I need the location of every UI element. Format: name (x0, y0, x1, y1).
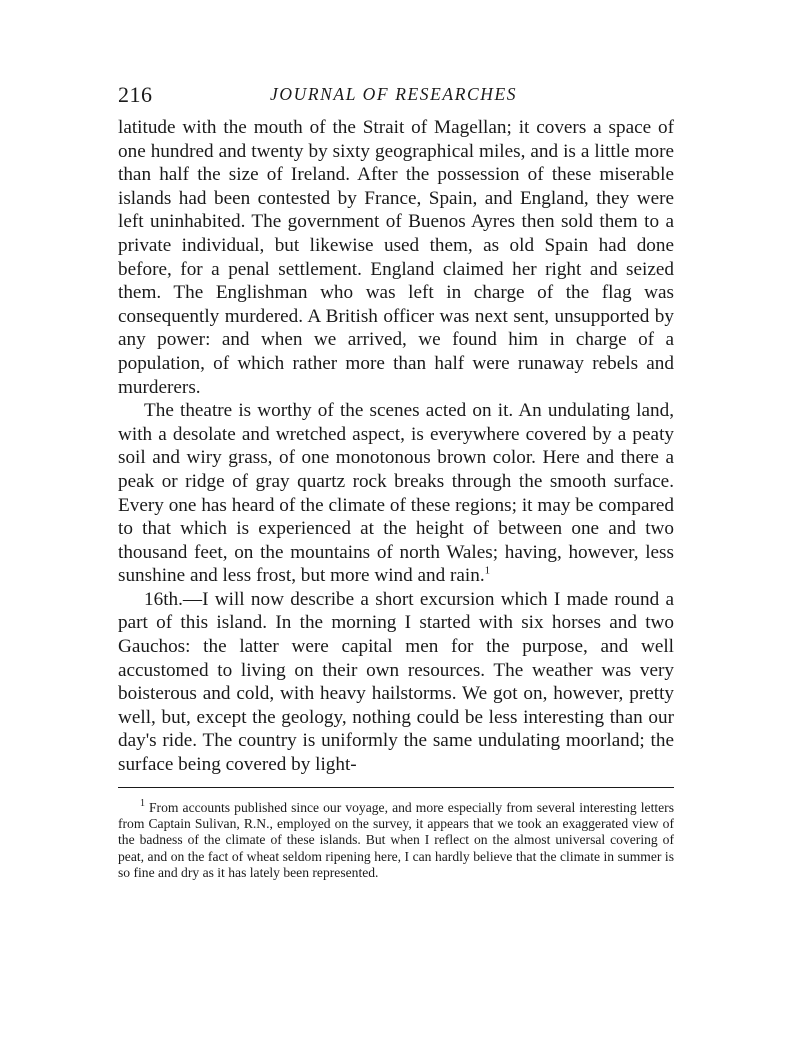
paragraph-1: latitude with the mouth of the Strait of Magellan; it covers a space of one hundred and twenty by sixty geographical miles, and is a little more than half the size of Ireland. After the possession of these miserable islands had been contested by France, Spain, and England, they were left uninhabited. The government of Buenos Ayres then sold them to a private individual, but likewise used them, as old Spain had done before, for a penal settlement. England claimed her right and seized them. The Englishman who was left in charge of the flag was consequently murdered. A British officer was next sent, unsupported by any power: and when we arrived, we found him in charge of a population, of which rather more than half were runaway rebels and murderers. (118, 117, 674, 398)
page-number: 216 (118, 82, 153, 107)
body-text (118, 116, 674, 777)
footnote-divider (118, 787, 674, 788)
footnote-text: From accounts published since our voyage, and more especially from several interesting letters from Captain Sulivan, R.N., employed on the survey, it appears that we took an exaggerated view of the badness of the climate of these islands. But when I reflect on the almost universal covering of peat, and on the fact of wheat seldom ripening here, I can hardly believe that the climate in summer is so fine and dry as it has lately been represented. (118, 799, 674, 881)
paragraph-2-text: The theatre is worthy of the scenes acted on it. An undulating land, with a desolate and wretched aspect, is everywhere covered by a peaty soil and wiry grass, of one monotonous brown color. Here and there a peak or ridge of gray quartz rock breaks through the smooth surface. Every one has heard of the climate of these regions; it may be compared to that which is experienced at the height of between one and two thousand feet, on the mountains of north Wales; having, however, less sunshine and less frost, but more wind and rain. (118, 400, 674, 587)
running-title: JOURNAL OF RESEARCHES (270, 84, 518, 104)
paragraph-3: 16th.—I will now describe a short excursion which I made round a part of this island. In the morning I started with six horses and two Gauchos: the latter were capital men for the purpose, and well accustomed to living on their own resources. The weather was very boisterous and cold, with heavy hailstorms. We got on, however, pretty well, but, except the geology, nothing could be less interesting than our day's ride. The country is uniformly the same undulating moorland; the surface being covered by light- (118, 588, 674, 776)
footnote (118, 800, 674, 882)
book-page (118, 80, 674, 882)
running-head (118, 80, 674, 116)
footnote-reference: 1 (484, 564, 491, 577)
footnote-marker: 1 (140, 798, 145, 810)
paragraph-2 (118, 399, 674, 588)
